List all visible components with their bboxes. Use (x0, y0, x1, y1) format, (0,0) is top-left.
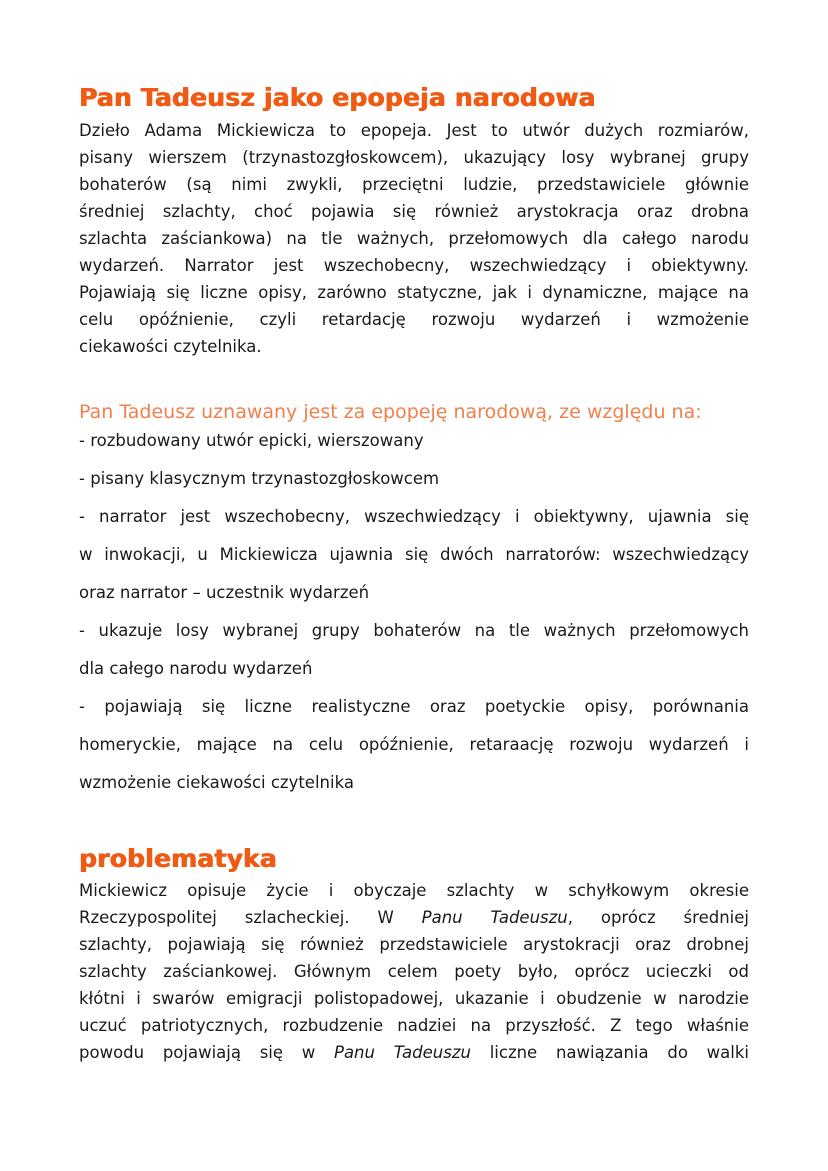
text-line: szlachty, pojawiają się również przedstawiciele arystokracji oraz drobnej (79, 935, 749, 954)
reasons-list (79, 427, 749, 796)
text-line: średniej szlachty, choć pojawia się również arystokracja oraz drobna (79, 202, 749, 221)
paragraph-problematyka (79, 877, 749, 1066)
section-title-problematyka: problematyka (79, 844, 277, 873)
list-item: - pisany klasycznym trzynastozgłoskowcem (79, 469, 440, 488)
text-line (79, 1039, 749, 1066)
text-line: Pojawiają się liczne opisy, zarówno statyczne, jak i dynamiczne, mające na (79, 283, 749, 302)
text-line: Dzieło Adama Mickiewicza to epopeja. Jest to utwór dużych rozmiarów, (79, 121, 749, 140)
text-line: bohaterów (są nimi zwykli, przeciętni ludzie, przedstawiciele głównie (79, 175, 749, 194)
text-line: ciekawości czytelnika. (79, 337, 262, 356)
text-line: wydarzeń. Narrator jest wszechobecny, wszechwiedzący i obiektywny. (79, 256, 749, 275)
text-line: szlachta zaściankowa) na tle ważnych, przełomowych dla całego narodu (79, 229, 749, 248)
text-segment: powodu pojawiają się w (79, 1043, 334, 1062)
section-title-epopeja: Pan Tadeusz jako epopeja narodowa (79, 83, 596, 112)
list-item: - pojawiają się liczne realistyczne oraz poetyckie opisy, porównania (79, 697, 749, 716)
list-item: homeryckie, mające na celu opóźnienie, retaraację rozwoju wydarzeń i (79, 735, 749, 754)
list-item: w inwokacji, u Mickiewicza ujawnia się dwóch narratorów: wszechwiedzący (79, 545, 749, 564)
text-line: celu opóźnienie, czyli retardację rozwoju wydarzeń i wzmożenie (79, 310, 749, 329)
list-item: oraz narrator – uczestnik wydarzeń (79, 583, 370, 602)
list-item: - ukazuje losy wybranej grupy bohaterów na tle ważnych przełomowych (79, 621, 749, 640)
text-line: Mickiewicz opisuje życie i obyczaje szlachty w schyłkowym okresie (79, 881, 749, 900)
list-item: - rozbudowany utwór epicki, wierszowany (79, 431, 424, 450)
paragraph-epopeja (79, 117, 749, 360)
italic-title: Panu Tadeuszu (421, 908, 568, 927)
text-segment: Rzeczypospolitej szlacheckiej. W (79, 908, 422, 927)
text-line: szlachty zaściankowej. Głównym celem poety było, oprócz ucieczki od (79, 962, 749, 981)
italic-title: Panu Tadeuszu (334, 1043, 471, 1062)
text-segment: , oprócz średniej (567, 908, 749, 927)
list-item: - narrator jest wszechobecny, wszechwiedzący i obiektywny, ujawnia się (79, 507, 749, 526)
text-segment: liczne nawiązania do walki (470, 1043, 749, 1062)
text-line: pisany wierszem (trzynastozgłoskowcem), ukazujący losy wybranej grupy (79, 148, 749, 167)
list-item: wzmożenie ciekawości czytelnika (79, 773, 354, 792)
text-line: uczuć patriotycznych, rozbudzenie nadziei na przyszłość. Z tego właśnie (79, 1016, 749, 1035)
section-subtitle-reasons: Pan Tadeusz uznawany jest za epopeję narodową, ze względu na: (79, 401, 702, 423)
text-line: kłótni i swarów emigracji polistopadowej, ukazanie i obudzenie w narodzie (79, 989, 749, 1008)
list-item: dla całego narodu wydarzeń (79, 659, 313, 678)
text-line (79, 904, 749, 931)
